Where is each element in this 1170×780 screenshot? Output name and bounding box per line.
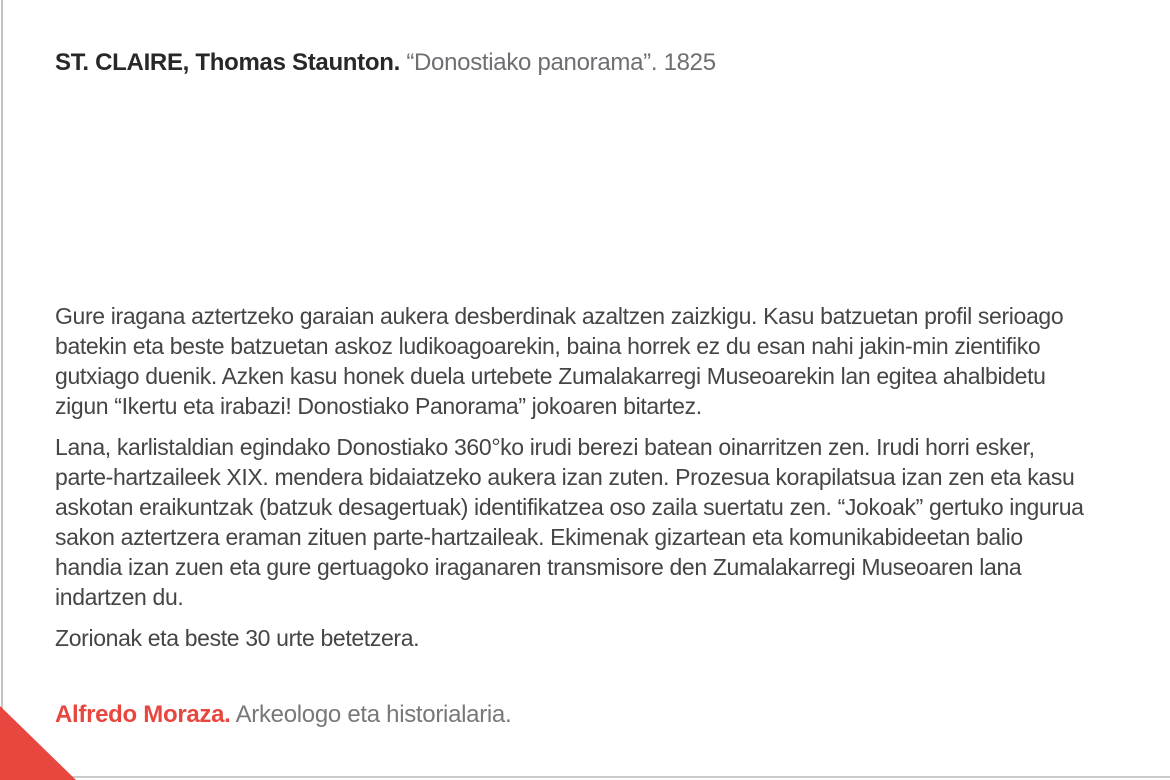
credit-author-name: Alfredo Moraza.	[55, 701, 231, 728]
left-border-line	[1, 0, 3, 780]
page-title	[55, 49, 716, 77]
paragraph-2: Lana, karlistaldian egindako Donostiako 360°ko irudi berezi batean oinarritzen zen. Irudi horri esker, parte-hartzaileek XIX. mendera bidaiatzeko aukera izan zuten. Prozesua korapilatsua izan zen eta kasu askotan eraikuntzak (batzuk desagertuak) identifikatzea oso zaila suertatu zen. “Jokoak” gertuko ingurua sakon aztertzera eraman zituen parte-hartzaileak. Ekimenak gizartean eta komunikabideetan balio handia izan zuen eta gure gertuagoko iraganaren transmisore den Zumalakarregi Museoaren lana indartzen du.	[55, 434, 1084, 610]
article-body	[55, 301, 1085, 664]
author-credit	[55, 701, 511, 729]
title-author: ST. CLAIRE, Thomas Staunton.	[55, 49, 400, 76]
bottom-border-line	[0, 776, 1170, 778]
title-work-quote: “Donostiako panorama”.	[406, 49, 658, 76]
credit-author-role: Arkeologo eta historialaria.	[235, 701, 512, 728]
title-year: 1825	[663, 49, 716, 76]
paragraph-1: Gure iragana aztertzeko garaian aukera desberdinak azaltzen zaizkigu. Kasu batzuetan profil serioago batekin eta beste batzuetan askoz ludikoagoarekin, baina horrek ez du esan nahi jakin-min zientifiko gutxiago duenik. Azken kasu honek duela urtebete Zumalakarregi Museoarekin lan egitea ahalbidetu zigun “Ikertu eta irabazi! Donostiako Panorama” jokoaren bitartez.	[55, 303, 1064, 419]
paragraph-3: Zorionak eta beste 30 urte betetzera.	[55, 625, 420, 651]
